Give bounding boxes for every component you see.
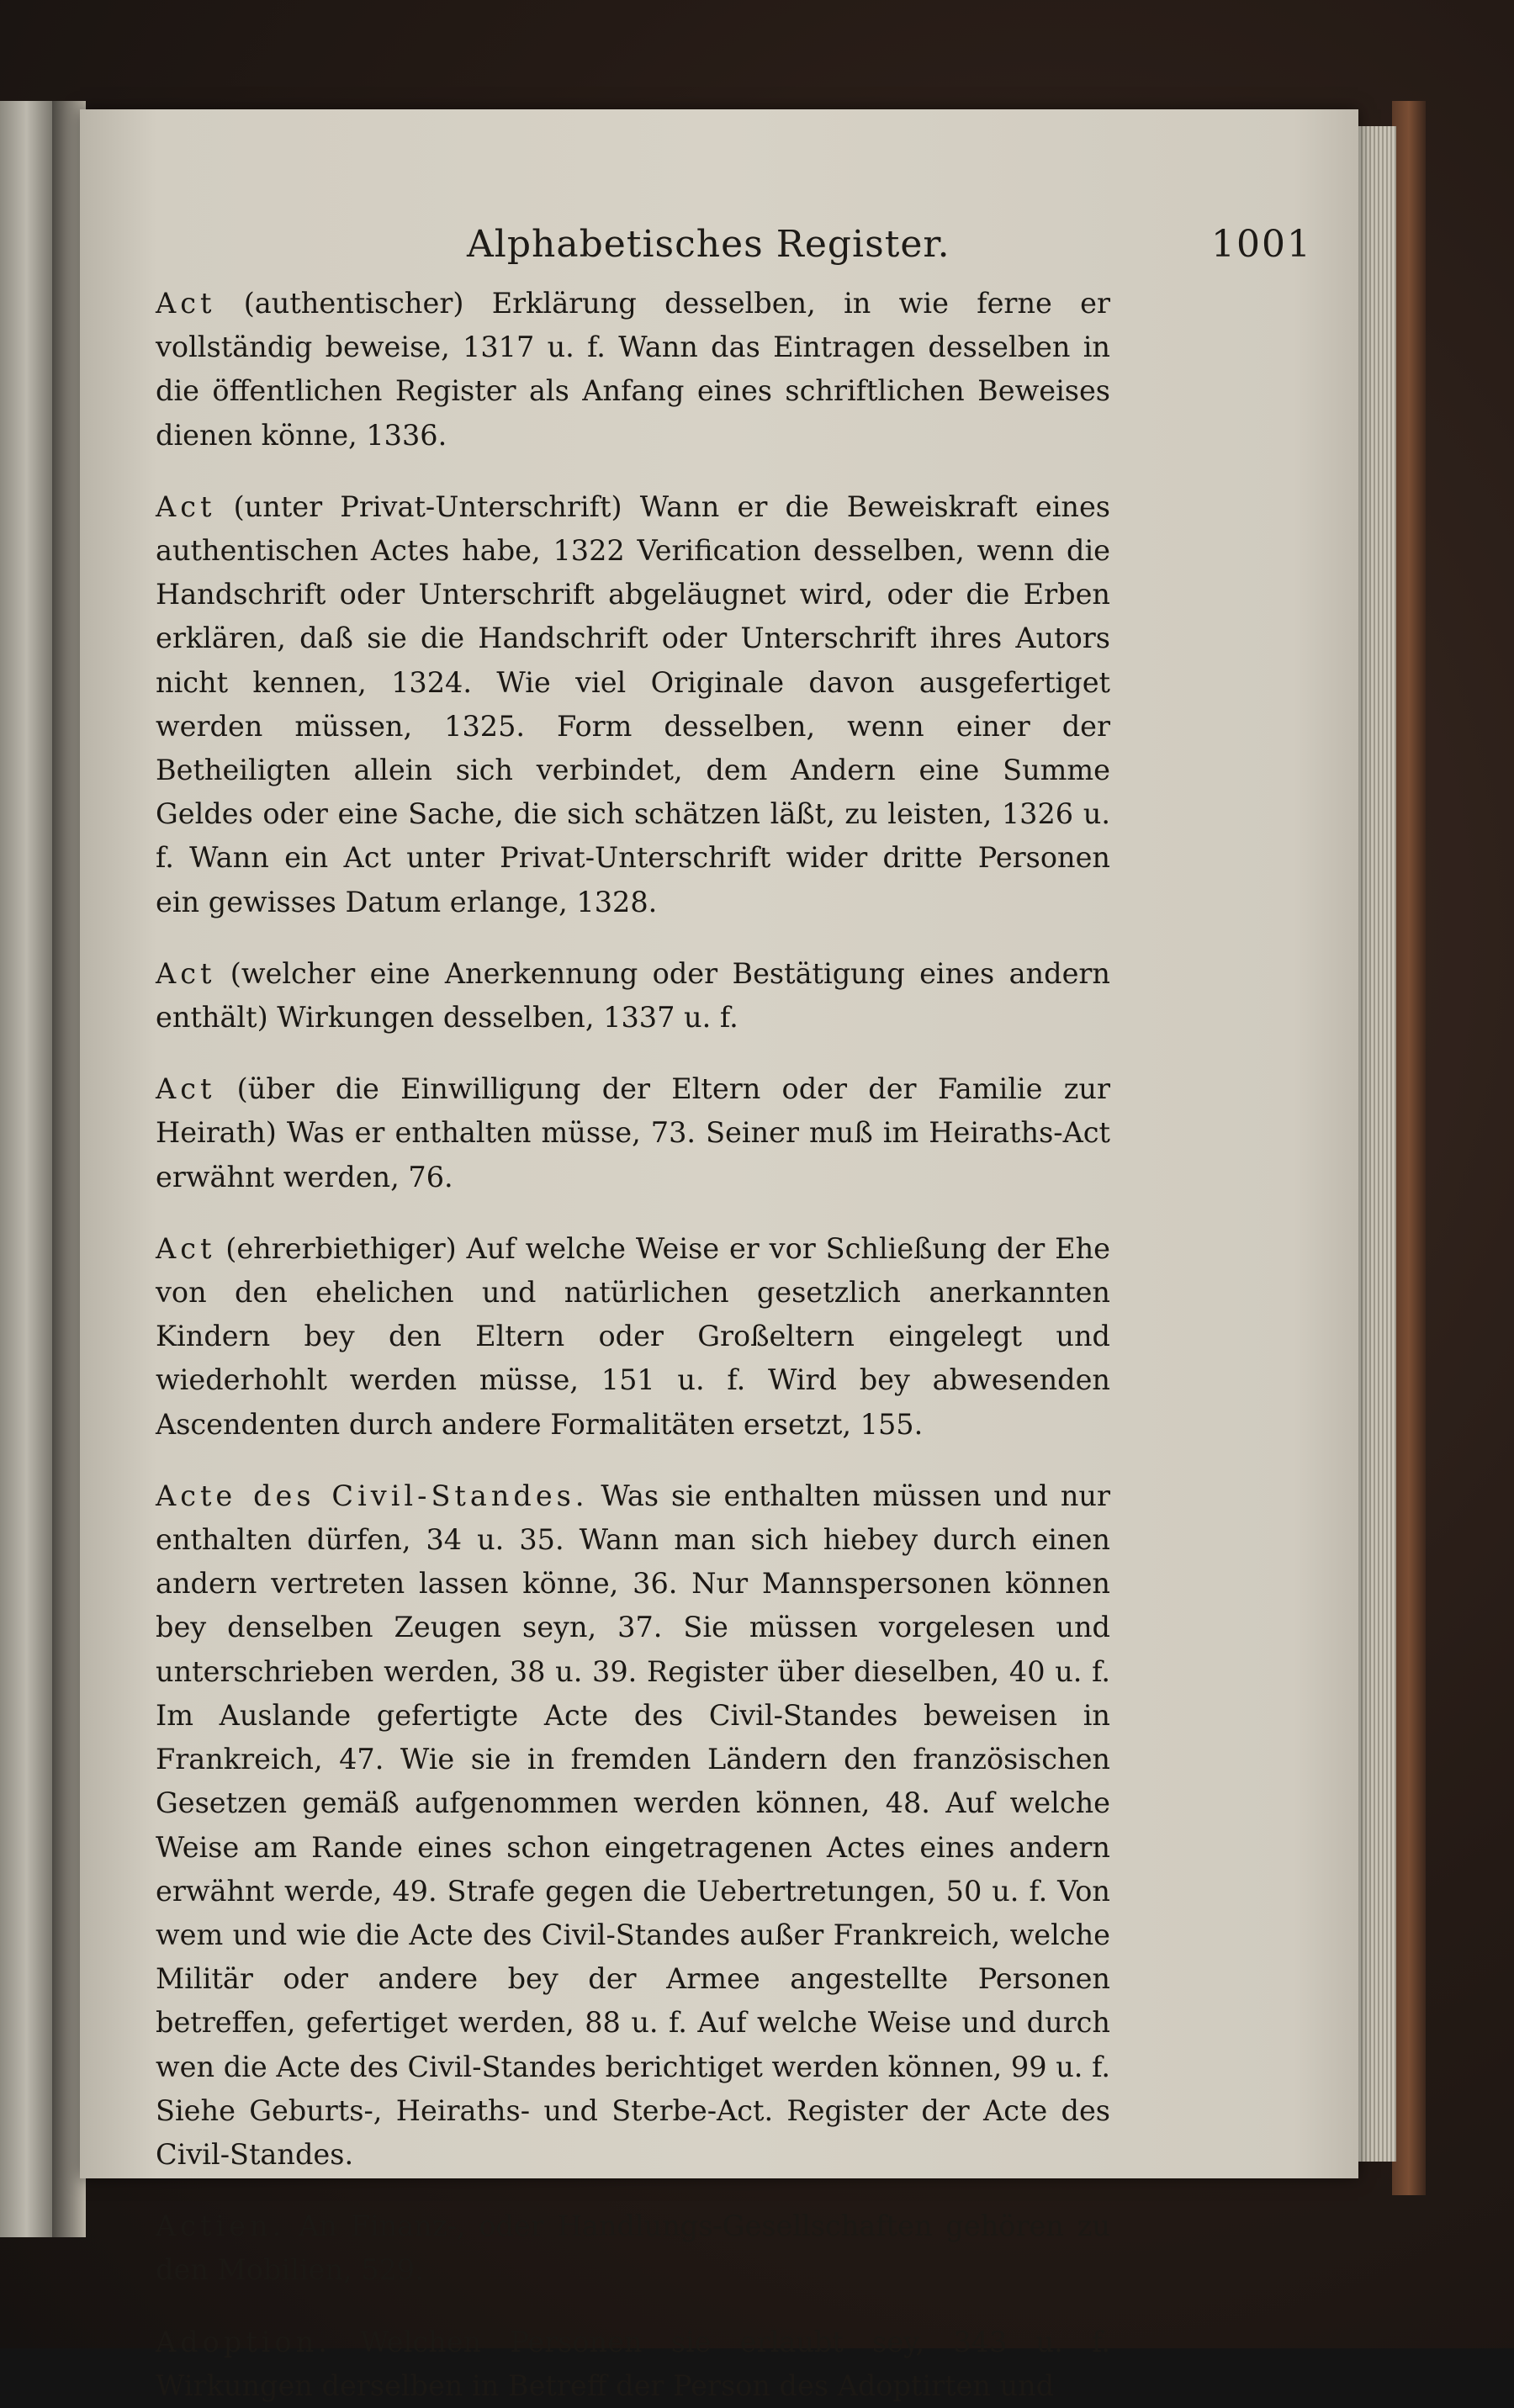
- running-head: [387, 223, 1312, 273]
- entry-text: (unter Privat-Unterschrift) Wann er die Beweiskraft eines authentischen Actes habe, 1322 Verification desselben, wenn die Handschrift oder Unterschrift abgeläugnet wird, oder die Erben erklären, daß sie die Handschrift oder Unterschrift ihres Autors nicht kennen, 1324. Wie viel Originale davon ausgefertiget werden müssen, 1325. Form desselben, wenn einer der Betheiligten allein sich verbindet, dem Andern eine Summe Geldes oder eine Sache, die sich schätzen läßt, zu leisten, 1326 u. f. Wann ein Act unter Privat-Unterschrift wider dritte Personen ein gewisses Datum erlange, 1328.: [156, 490, 1110, 918]
- entry-term: Actien.: [156, 2210, 286, 2243]
- entry-term: Acte des Civil-Standes.: [156, 1479, 589, 1512]
- register-entry: [156, 952, 1110, 1040]
- book-cover-edge: [1392, 101, 1426, 2195]
- entry-term: Act: [156, 490, 216, 523]
- entry-term: Act: [156, 287, 216, 320]
- register-text: [156, 282, 1110, 2408]
- left-page-edge: [0, 101, 59, 2237]
- entry-term: Adoption.: [156, 2325, 331, 2358]
- register-entry: [156, 1227, 1110, 1447]
- page-number: 1001: [1211, 223, 1312, 266]
- entry-text: (welcher eine Anerkennung oder Bestätigung eines andern enthält) Wirkungen desselben, 1337 u. f.: [156, 956, 1110, 1035]
- register-entry: [156, 2204, 1110, 2292]
- register-entry: [156, 1067, 1110, 1199]
- entry-text: Was sie enthalten müssen und nur enthalten dürfen, 34 u. 35. Wann man sich hiebey durch einen andern vertreten lassen könne, 36. Nur Mannspersonen können bey denselben Zeugen seyn, 37. Sie müssen vorgelesen und unterschrieben werden, 38 u. 39. Register über dieselben, 40 u. f. Im Auslande gefertigte Acte des Civil-Standes beweisen in Frankreich, 47. Wie sie in fremden Ländern den französischen Gesetzen gemäß aufgenommen werden können, 48. Auf welche Weise am Rande eines schon eingetragenen Actes eines andern erwähnt werde, 49. Strafe gegen die Uebertretungen, 50 u. f. Von wem und wie die Acte des Civil-Standes außer Frankreich, welche Militär oder andere bey der Armee angestellte Personen betreffen, gefertiget werden, 88 u. f. Auf welche Weise und durch wen die Acte des Civil-Standes berichtiget werden können, 99 u. f. Siehe Geburts-, Heiraths- und Sterbe-Act. Register der Acte des Civil-Standes.: [156, 1479, 1111, 2171]
- register-entry: [156, 485, 1110, 924]
- entry-term: Act: [156, 1231, 216, 1265]
- entry-term: Act: [156, 1072, 216, 1106]
- entry-text: An Finanz-, oder Handlungs-Gesellschaften gehören zu den Mobilien, 529.: [156, 2210, 1110, 2287]
- register-entry: [156, 1474, 1110, 2177]
- entry-text: Welchen Personen sie erlaubt sey, 343 u. f. Wirkungen derselben in Betreff der Person des Adoptirten und: [156, 2325, 1110, 2402]
- entry-term: Act: [156, 956, 216, 990]
- entry-text: (authentischer) Erklärung desselben, in wie ferne er vollständig beweise, 1317 u. f. Wann das Eintragen desselben in die öffentlichen Register als Anfang eines schriftlichen Beweises dienen könne, 1336.: [156, 287, 1110, 452]
- register-entry: [156, 2321, 1110, 2408]
- entry-text: (über die Einwilligung der Eltern oder der Familie zur Heirath) Was er enthalten müsse, 73. Seiner muß im Heiraths-Act erwähnt werden, 76.: [156, 1072, 1110, 1193]
- register-entry: [156, 282, 1110, 458]
- page-title: Alphabetisches Register.: [467, 223, 950, 266]
- entry-text: (ehrerbiethiger) Auf welche Weise er vor Schließung der Ehe von den ehelichen und natürlichen gesetzlich anerkannten Kindern bey den Eltern oder Großeltern eingelegt und wiederhohlt werden müsse, 151 u. f. Wird bey abwesenden Ascendenten durch andere Formalitäten ersetzt, 155.: [156, 1231, 1110, 1441]
